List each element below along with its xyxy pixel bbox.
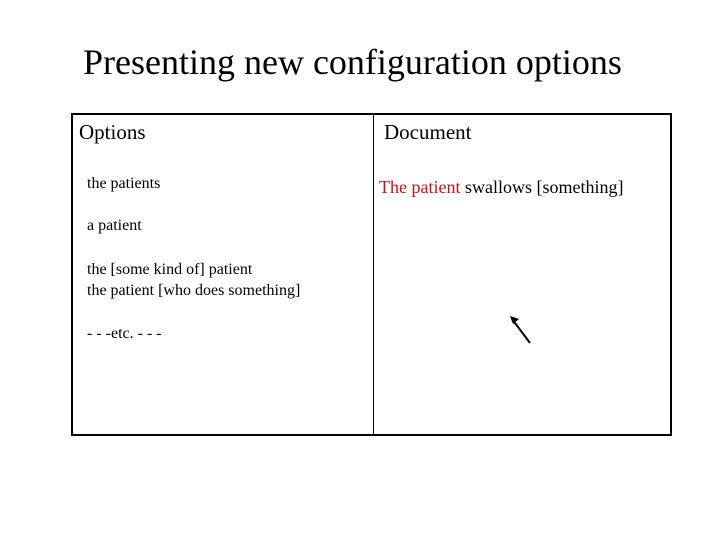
option-item[interactable]: the [some kind of] patient bbox=[87, 261, 253, 278]
option-item[interactable]: the patient [who does something] bbox=[87, 282, 301, 299]
sentence-rest: swallows [something] bbox=[460, 177, 624, 197]
option-item[interactable]: the patients bbox=[87, 175, 161, 192]
mouse-pointer-icon bbox=[509, 315, 533, 345]
document-heading: Document bbox=[384, 120, 472, 144]
options-document-panel bbox=[71, 113, 672, 436]
option-item-etc: - - -etc. - - - bbox=[87, 325, 162, 342]
document-sentence bbox=[379, 176, 623, 198]
highlighted-phrase[interactable]: The patient bbox=[379, 177, 461, 197]
option-item[interactable]: a patient bbox=[87, 217, 142, 234]
page-title: Presenting new configuration options bbox=[83, 42, 622, 82]
column-divider bbox=[373, 115, 374, 434]
options-heading: Options bbox=[79, 120, 146, 144]
